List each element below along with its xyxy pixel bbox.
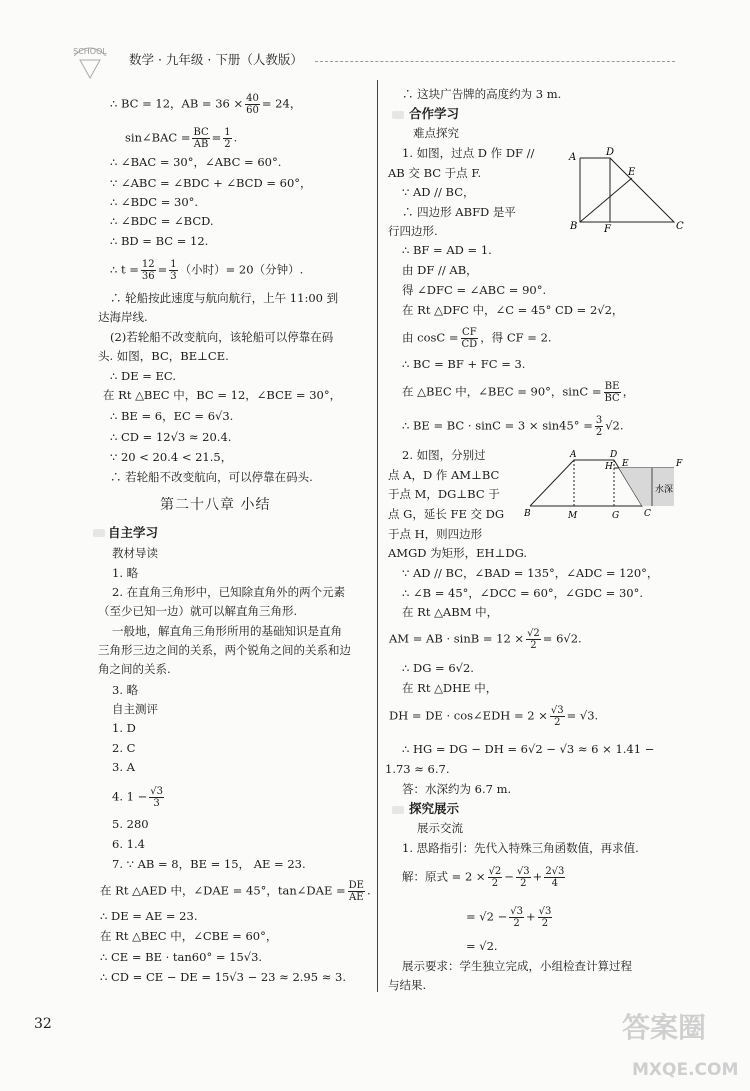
label-C: C xyxy=(644,509,651,519)
text-line: 由 cosC = $\frac{CF}{CD}$ ，得 CF = 2. xyxy=(402,327,552,350)
text-line: ∴ BC = 12，AB = 36 × $\frac{40}{60}$ = 24， xyxy=(110,93,302,116)
subsection-heading: 难点探究 xyxy=(413,126,459,140)
label-B: B xyxy=(524,509,531,519)
text-line: AMGD 为矩形，EH⊥DG. xyxy=(388,546,528,560)
text-line: ∴ 轮船按此速度与航向航行，上午 11:00 到 xyxy=(110,291,339,305)
label-D: D xyxy=(610,450,618,460)
subsection-heading: 展示交流 xyxy=(417,821,463,835)
text-line: 在 Rt △DFC 中，∠C = 45° CD = 2√2， xyxy=(402,303,624,317)
text-line: 三角形三边之间的关系，两个锐角之间的关系和边 xyxy=(98,643,351,657)
text-line: 于点 H，则四边形 xyxy=(388,527,483,541)
text-line: 在 Rt △ABM 中， xyxy=(402,605,499,619)
label-M: M xyxy=(568,511,578,521)
text-line: 在 △BEC 中，∠BEC = 90°，sinC = $\frac{BE}{BC}$ ， xyxy=(402,381,635,404)
text-line: 头. 如图，BC，BE⊥CE. xyxy=(98,349,229,363)
text-line: ∴ BD = BC = 12. xyxy=(110,234,209,248)
subsection-heading: 教材导读 xyxy=(112,546,158,560)
label-B: B xyxy=(570,221,578,232)
school-logo-icon xyxy=(64,38,116,84)
label-H: H xyxy=(605,462,613,472)
label-F: F xyxy=(676,459,683,469)
text-line: 行四边形. xyxy=(388,224,438,238)
subsection-heading: 自主测评 xyxy=(112,702,158,716)
label-E: E xyxy=(622,459,629,469)
text-line: sin∠BAC = $\frac{BC}{AB}$ = $\frac{1}{2}$ . xyxy=(125,127,238,150)
section-marker-icon xyxy=(392,806,404,814)
text-line: ∴ BE = 6，EC = 6√3. xyxy=(110,409,234,423)
section-marker-icon xyxy=(392,111,404,119)
text-line: 达海岸线. xyxy=(98,310,148,324)
text-line: 1. 如图，过点 D 作 DF // xyxy=(402,146,535,160)
text-line: ∴ 这块广告牌的高度约为 3 m. xyxy=(402,87,562,101)
label-F: F xyxy=(604,224,611,234)
text-line: 与结果. xyxy=(388,978,427,992)
watermark-logo: 答案圈 xyxy=(622,1011,707,1044)
text-line: ∴ DG = 6√2. xyxy=(402,661,474,675)
text-line: ∴ BC = BF + FC = 3. xyxy=(402,357,526,371)
text-line: 一般地，解直角三角形所用的基础知识是直角 xyxy=(112,624,342,638)
header-rule xyxy=(315,61,675,62)
text-line: ∴ DE = EC. xyxy=(110,369,176,383)
text-line: AM = AB · sinB = 12 × $\frac{√2}{2}$ = 6√2. xyxy=(389,628,582,651)
trapezoid-figure xyxy=(564,146,692,234)
text-line: = √2. xyxy=(466,939,498,953)
text-line: ∴ DE = AE = 23. xyxy=(100,909,198,923)
text-line: ∴ ∠BDC = 30°. xyxy=(110,195,199,209)
text-line: ∴ CD = CE − DE = 15√3 − 23 ≈ 2.95 ≈ 3. xyxy=(100,970,346,984)
text-line: 点 A，D 作 AM⊥BC xyxy=(388,468,500,482)
text-line: 答：水深约为 6.7 m. xyxy=(402,782,512,796)
page-number: 32 xyxy=(34,1016,52,1032)
text-line: 5. 280 xyxy=(112,817,149,831)
text-line: ∴ 若轮船不改变航向，可以停靠在码头. xyxy=(110,470,313,484)
text-line: 4. 1 − $\frac{√3}{3}$ xyxy=(112,786,163,809)
label-C: C xyxy=(676,221,684,232)
text-line: 解：原式 = 2 × $\frac{√2}{2}$ − $\frac{√3}{2}$ + $\frac{2√3}{4}$ xyxy=(402,866,565,889)
text-line: 1. D xyxy=(112,721,136,735)
section-heading: 探究展示 xyxy=(409,801,460,816)
text-line: 2. 如图，分别过 xyxy=(402,448,486,462)
dam-cross-section-figure xyxy=(524,450,694,522)
text-line: 6. 1.4 xyxy=(112,837,145,851)
text-line: 3. A xyxy=(112,760,135,774)
text-line: 在 Rt △DHE 中， xyxy=(402,681,498,695)
text-line: ∵ 20 < 20.4 < 21.5， xyxy=(110,450,233,464)
text-line: ∵ ∠ABC = ∠BDC + ∠BCD = 60°， xyxy=(110,176,312,190)
label-A: A xyxy=(569,152,577,163)
text-line: ∴ t = $\frac{12}{36}$ = $\frac{1}{3}$ （小时）= 20（分钟）. xyxy=(110,259,304,282)
text-line: ∵ AD // BC，∠BAD = 135°，∠ADC = 120°， xyxy=(402,566,659,580)
text-line: 1. 略 xyxy=(112,566,139,580)
text-line: 2. 在直角三角形中，已知除直角外的两个元素 xyxy=(112,585,346,599)
text-line: 得 ∠DFC = ∠ABC = 90°. xyxy=(402,283,547,297)
text-line: DH = DE · cos∠EDH = 2 × $\frac{√3}{2}$ = √3. xyxy=(389,705,599,728)
text-line: 于点 M，DG⊥BC 于 xyxy=(388,487,500,501)
text-line: = √2 − $\frac{√3}{2}$ + $\frac{√3}{2}$ xyxy=(466,906,552,929)
text-line: ∴ BE = BC · sinC = 3 × sin45° = $\frac{3}{2}$ √2. xyxy=(402,415,624,438)
text-line: 展示要求：学生独立完成，小组检查计算过程 xyxy=(402,959,632,973)
chapter-heading: 第二十八章 小结 xyxy=(160,497,271,513)
text-line: 1. 思路指引：先代入特殊三角函数值，再求值. xyxy=(402,841,639,855)
section-marker-icon xyxy=(93,529,105,537)
text-line: 在 Rt △BEC 中，∠CBE = 60°， xyxy=(100,929,278,943)
text-line: ∴ ∠BDC = ∠BCD. xyxy=(110,214,214,228)
section-heading: 合作学习 xyxy=(409,106,460,121)
label-D: D xyxy=(606,147,615,158)
label-E: E xyxy=(628,167,636,178)
text-line: 在 Rt △AED 中，∠DAE = 45°，tan∠DAE = $\frac{DE}{AE}$ . xyxy=(100,880,371,903)
text-line: (2)若轮船不改变航向，该轮船可以停靠在码 xyxy=(110,330,334,344)
text-line: ∴ ∠BAC = 30°，∠ABC = 60°. xyxy=(110,155,282,169)
text-line: 3. 略 xyxy=(112,683,139,697)
text-line: ∴ ∠B = 45°，∠DCC = 60°，∠GDC = 30°. xyxy=(402,586,643,600)
text-line: ∴ BF = AD = 1. xyxy=(402,243,492,257)
text-line: 7. ∵ AB = 8，BE = 15， AE = 23. xyxy=(112,857,306,871)
text-line: ∵ AD // BC， xyxy=(402,185,475,199)
watermark-url: MXQE.COM xyxy=(632,1060,739,1080)
text-line: 角之间的关系. xyxy=(98,662,171,676)
text-line: 2. C xyxy=(112,741,136,755)
text-line: ∴ HG = DG − DH = 6√2 − √3 ≈ 6 × 1.41 − xyxy=(402,742,655,756)
text-line: 由 DF // AB， xyxy=(402,263,478,277)
text-line: ∴ CD = 12√3 ≈ 20.4. xyxy=(110,430,232,444)
column-divider xyxy=(377,80,378,992)
section-heading: 自主学习 xyxy=(108,525,159,540)
svg-text:SCHOOL: SCHOOL xyxy=(73,47,107,56)
label-A: A xyxy=(570,450,577,460)
water-depth-label: 水深 xyxy=(655,485,674,495)
label-G: G xyxy=(612,511,620,521)
text-line: ∴ 四边形 ABFD 是平 xyxy=(402,205,516,219)
text-line: 1.73 ≈ 6.7. xyxy=(385,762,450,776)
text-line: AB 交 BC 于点 F. xyxy=(388,166,482,180)
header-title: 数学 · 九年级 · 下册（人教版） xyxy=(129,52,303,67)
text-line: ∴ CE = BE · tan60° = 15√3. xyxy=(100,950,263,964)
text-line: 在 Rt △BEC 中，BC = 12，∠BCE = 30°， xyxy=(103,388,342,402)
text-line: 点 G，延长 FE 交 DG xyxy=(388,507,505,521)
text-line: （至少已知一边）就可以解直角三角形. xyxy=(98,604,298,618)
